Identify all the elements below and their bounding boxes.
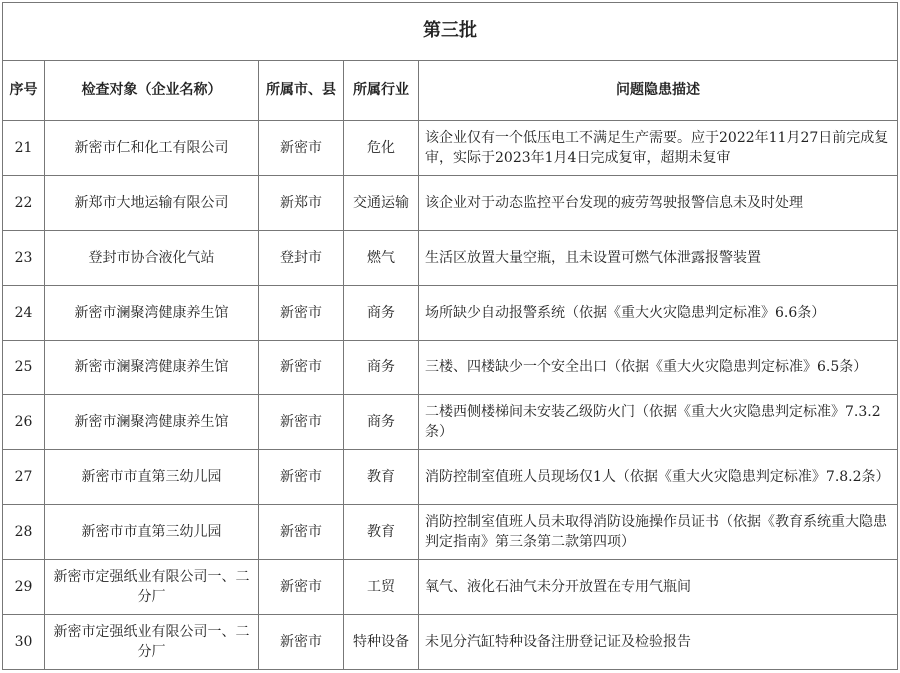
cell-target: 新密市澜聚湾健康养生馆 [45,340,259,395]
cell-industry: 工贸 [344,560,419,615]
cell-city: 新郑市 [259,175,344,230]
cell-no: 28 [3,505,45,560]
cell-no: 21 [3,120,45,175]
header-row [3,60,898,120]
cell-industry: 商务 [344,340,419,395]
cell-issue: 三楼、四楼缺少一个安全出口（依据《重大火灾隐患判定标准》6.5条） [419,340,898,395]
cell-city: 新密市 [259,395,344,450]
cell-issue: 氧气、液化石油气未分开放置在专用气瓶间 [419,560,898,615]
cell-target: 新密市澜聚湾健康养生馆 [45,395,259,450]
table-row [3,120,898,175]
cell-target: 新密市市直第三幼儿园 [45,505,259,560]
table-row [3,614,898,669]
cell-industry: 燃气 [344,230,419,285]
table-row [3,560,898,615]
cell-no: 27 [3,450,45,505]
cell-target: 新密市定强纸业有限公司一、二分厂 [45,560,259,615]
cell-city: 新密市 [259,560,344,615]
cell-industry: 商务 [344,395,419,450]
cell-issue: 未见分汽缸特种设备注册登记证及检验报告 [419,614,898,669]
cell-issue: 生活区放置大量空瓶，且未设置可燃气体泄露报警装置 [419,230,898,285]
cell-issue: 二楼西侧楼梯间未安装乙级防火门（依据《重大火灾隐患判定标准》7.3.2条） [419,395,898,450]
cell-issue: 消防控制室值班人员未取得消防设施操作员证书（依据《教育系统重大隐患判定指南》第三条第二款第四项） [419,505,898,560]
cell-city: 新密市 [259,450,344,505]
cell-city: 新密市 [259,120,344,175]
cell-target: 新密市市直第三幼儿园 [45,450,259,505]
cell-city: 新密市 [259,285,344,340]
cell-issue: 场所缺少自动报警系统（依据《重大火灾隐患判定标准》6.6条） [419,285,898,340]
header-city: 所属市、县 [259,60,344,120]
cell-target: 新密市定强纸业有限公司一、二分厂 [45,614,259,669]
cell-no: 22 [3,175,45,230]
cell-city: 新密市 [259,614,344,669]
cell-city: 新密市 [259,340,344,395]
cell-no: 30 [3,614,45,669]
table-row [3,285,898,340]
header-issue: 问题隐患描述 [419,60,898,120]
table-row [3,450,898,505]
cell-target: 登封市协合液化气站 [45,230,259,285]
table-row [3,395,898,450]
header-target: 检查对象（企业名称） [45,60,259,120]
cell-no: 23 [3,230,45,285]
cell-target: 新密市仁和化工有限公司 [45,120,259,175]
table-row [3,175,898,230]
table-row [3,505,898,560]
cell-no: 29 [3,560,45,615]
cell-city: 登封市 [259,230,344,285]
cell-no: 24 [3,285,45,340]
cell-issue: 该企业对于动态监控平台发现的疲劳驾驶报警信息未及时处理 [419,175,898,230]
cell-no: 26 [3,395,45,450]
cell-industry: 教育 [344,450,419,505]
cell-industry: 商务 [344,285,419,340]
cell-industry: 教育 [344,505,419,560]
cell-industry: 特种设备 [344,614,419,669]
cell-issue: 该企业仅有一个低压电工不满足生产需要。应于2022年11月27日前完成复审，实际于2023年1月4日完成复审，超期未复审 [419,120,898,175]
cell-target: 新郑市大地运输有限公司 [45,175,259,230]
cell-no: 25 [3,340,45,395]
table-title: 第三批 [3,3,898,61]
inspection-sheet [2,2,897,670]
hazard-table [2,2,898,670]
cell-industry: 交通运输 [344,175,419,230]
header-industry: 所属行业 [344,60,419,120]
cell-issue: 消防控制室值班人员现场仅1人（依据《重大火灾隐患判定标准》7.8.2条） [419,450,898,505]
cell-city: 新密市 [259,505,344,560]
table-row [3,230,898,285]
table-row [3,340,898,395]
title-row [3,3,898,61]
header-no: 序号 [3,60,45,120]
cell-target: 新密市澜聚湾健康养生馆 [45,285,259,340]
cell-industry: 危化 [344,120,419,175]
